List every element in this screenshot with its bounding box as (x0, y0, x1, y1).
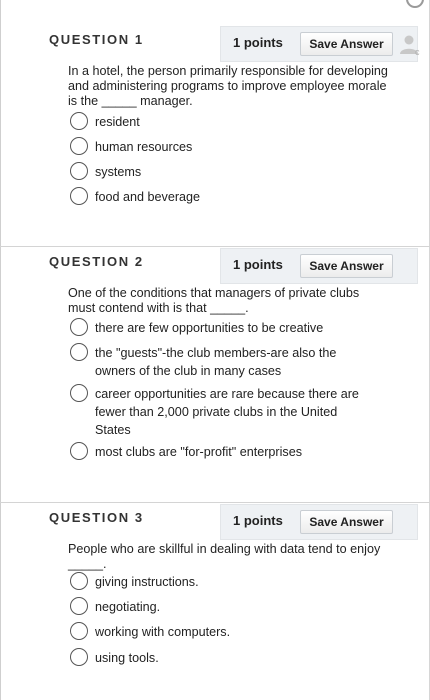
question-text: People who are skillful in dealing with data tend to enjoy _____. (68, 542, 381, 571)
question-text: One of the conditions that managers of private clubs must contend with is that _____. (68, 286, 360, 315)
save-answer-button[interactable]: Save Answer (300, 32, 393, 56)
user-status-icon (399, 33, 423, 57)
radio-unselected-icon[interactable] (70, 572, 88, 590)
answer-option-label: giving instructions. (95, 575, 199, 589)
question-header (1, 26, 429, 66)
answer-option-label: career opportunities are rare because there are fewer than 2,000 private clubs in the United States (95, 387, 359, 437)
answer-option-label: there are few opportunities to be creative (95, 321, 324, 335)
answer-option-label: human resources (95, 140, 193, 154)
answer-option-label: systems (95, 165, 142, 179)
radio-unselected-icon[interactable] (70, 622, 88, 640)
question-3 (1, 504, 429, 700)
answer-option-label: negotiating. (95, 600, 161, 614)
question-text: In a hotel, the person primarily responsible for developing and administering programs to improve employee morale is the _____ manager. (68, 64, 388, 108)
answer-option-label: the "guests"-the club members-are also the owners of the club in many cases (95, 346, 337, 378)
radio-unselected-icon[interactable] (70, 187, 88, 205)
radio-unselected-icon[interactable] (70, 112, 88, 130)
answer-option-label: using tools. (95, 651, 159, 665)
points-box (220, 504, 418, 540)
question-title: QUESTION 3 (49, 510, 144, 525)
question-title: QUESTION 1 (49, 32, 144, 47)
question-header (1, 248, 429, 288)
radio-unselected-icon[interactable] (70, 442, 88, 460)
points-box (220, 248, 418, 284)
radio-unselected-icon[interactable] (70, 384, 88, 402)
question-divider (0, 246, 430, 247)
points-box (220, 26, 418, 62)
question-title: QUESTION 2 (49, 254, 144, 269)
answer-option-label: resident (95, 115, 140, 129)
radio-unselected-icon[interactable] (70, 343, 88, 361)
question-2 (1, 248, 429, 502)
points-label: 1 points (233, 513, 283, 528)
answer-option-label: food and beverage (95, 190, 201, 204)
radio-unselected-icon[interactable] (70, 597, 88, 615)
save-answer-button[interactable]: Save Answer (300, 510, 393, 534)
question-header (1, 504, 429, 544)
answer-option-label: most clubs are "for-profit" enterprises (95, 445, 303, 459)
svg-text:c: c (415, 47, 420, 57)
save-answer-button[interactable]: Save Answer (300, 254, 393, 278)
points-label: 1 points (233, 35, 283, 50)
question-1 (1, 26, 429, 246)
answer-option-label: working with computers. (95, 625, 231, 639)
points-label: 1 points (233, 257, 283, 272)
question-divider (0, 502, 430, 503)
scroll-indicator-icon (406, 0, 424, 8)
radio-unselected-icon[interactable] (70, 162, 88, 180)
radio-unselected-icon[interactable] (70, 318, 88, 336)
radio-unselected-icon[interactable] (70, 137, 88, 155)
radio-unselected-icon[interactable] (70, 648, 88, 666)
